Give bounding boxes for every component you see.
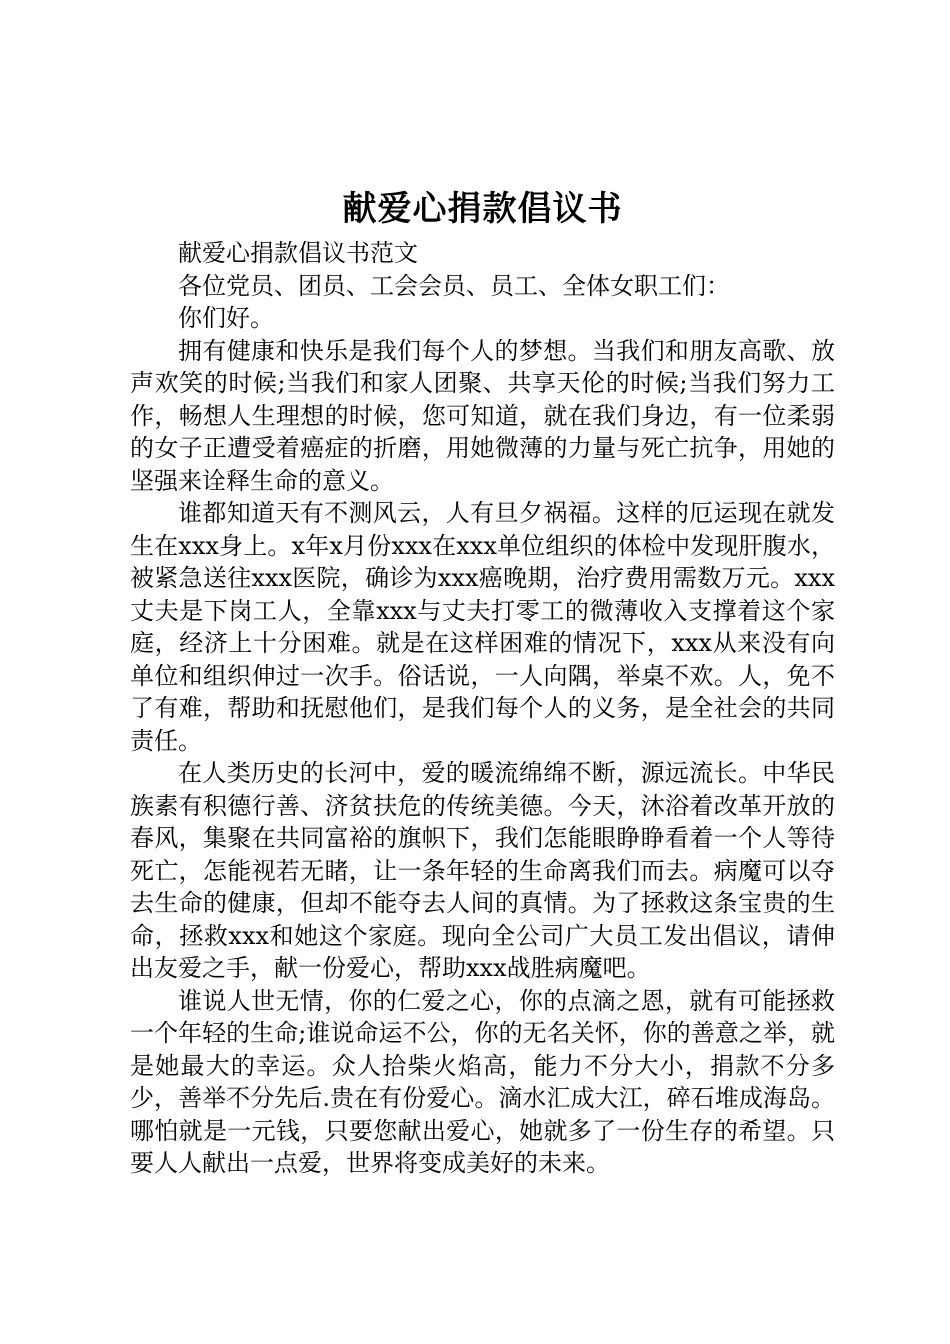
body-paragraph: 拥有健康和快乐是我们每个人的梦想。当我们和朋友高歌、放声欢笑的时候;当我们和家人团聚、共享天伦的时候;当我们努力工作，畅想人生理想的时候，您可知道，就在我们身边，有一位柔弱的女子正遭受着癌症的折磨，用她微薄的力量与死亡抗争，用她的坚强来诠释生命的意义。 (130, 336, 835, 495)
body-paragraph: 谁说人世无情，你的仁爱之心，你的点滴之恩，就有可能拯救一个年轻的生命;谁说命运不公，你的无名关怀，你的善意之举，就是她最大的幸运。众人拾柴火焰高，能力不分大小，捐款不分多少，善举不分先后.贵在有份爱心。滴水汇成大江，碎石堆成海岛。哪怕就是一元钱，只要您献出爱心，她就多了一份生存的希望。只要人人献出一点爱，世界将变成美好的未来。 (130, 986, 835, 1177)
body-paragraph: 谁都知道天有不测风云，人有旦夕祸福。这样的厄运现在就发生在xxx身上。x年x月份xxx在xxx单位组织的体检中发现肝腹水，被紧急送往xxx医院，确诊为xxx癌晚期，治疗费用需数万元。xxx丈夫是下岗工人，全靠xxx与丈夫打零工的微薄收入支撑着这个家庭，经济上十分困难。就是在这样困难的情况下，xxx从来没有向单位和组织伸过一次手。俗话说，一人向隅，举桌不欢。人，免不了有难，帮助和抚慰他们，是我们每个人的义务，是全社会的共同责任。 (130, 499, 835, 755)
document-title: 献爱心捐款倡议书 (342, 189, 623, 229)
greeting-line: 你们好。 (178, 304, 274, 332)
body-paragraph: 在人类历史的长河中，爱的暖流绵绵不断，源远流长。中华民族素有积德行善、济贫扶危的传统美德。今天，沐浴着改革开放的春风，集聚在共同富裕的旗帜下，我们怎能眼睁睁看着一个人等待死亡，怎能视若无睹，让一条年轻的生命离我们而去。病魔可以夺去生命的健康，但却不能夺去人间的真情。为了拯救这条宝贵的生命，拯救xxx和她这个家庭。现向全公司广大员工发出倡议，请伸出友爱之手，献一份爱心，帮助xxx战胜病魔吧。 (130, 759, 835, 982)
subtitle-line: 献爱心捐款倡议书范文 (178, 239, 418, 267)
salutation-line: 各位党员、团员、工会会员、员工、全体女职工们： (178, 271, 730, 300)
document-page (130, 185, 835, 1180)
